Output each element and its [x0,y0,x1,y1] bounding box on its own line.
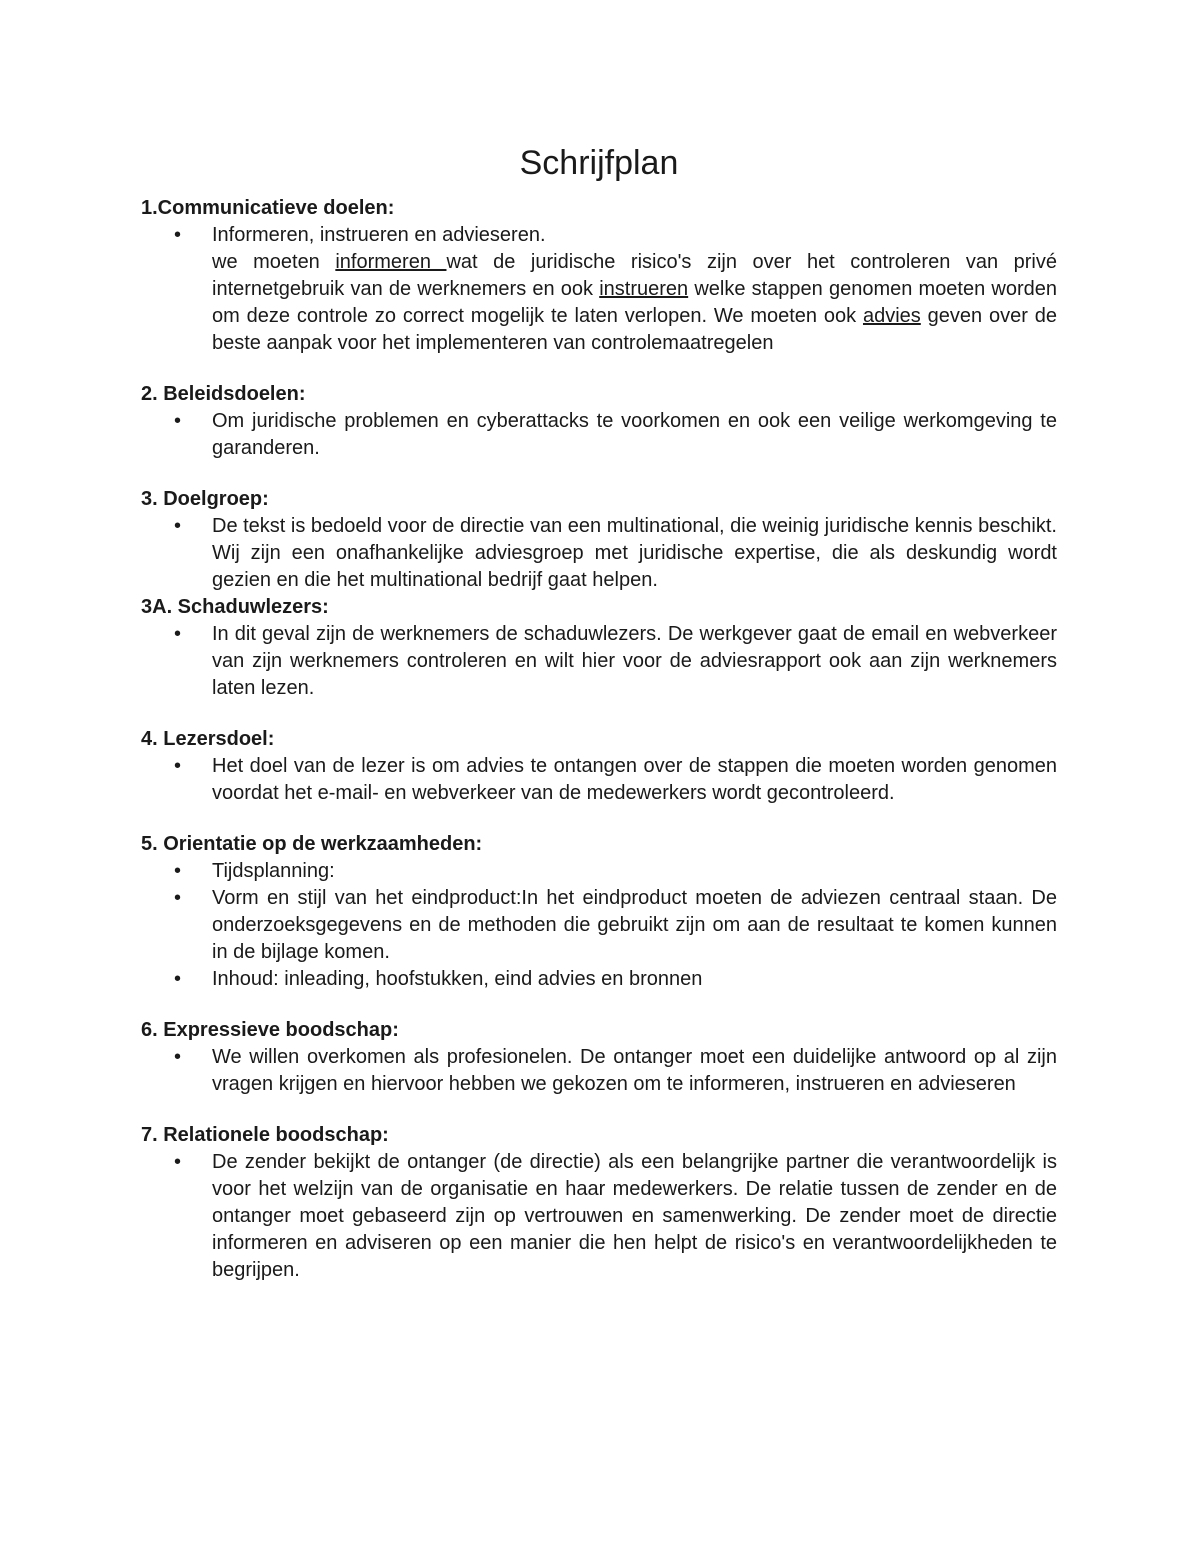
section-communicatieve-doelen [141,195,1057,357]
list-item [141,1044,1057,1098]
section-heading: 7. Relationele boodschap: [141,1124,389,1146]
list-item [141,408,1057,462]
bullet-icon: • [174,755,182,777]
list-item [141,621,1057,702]
bullet-icon: • [174,515,182,537]
list-item [141,513,1057,594]
section-schaduwlezers [141,594,1057,702]
section-heading: 4. Lezersdoel: [141,728,275,750]
section-heading: 5. Orientatie op de werkzaamheden: [141,833,483,855]
section-heading: 6. Expressieve boodschap: [141,1019,399,1041]
section-doelgroep [141,486,1057,594]
bullet-icon: • [174,410,182,432]
bullet-icon: • [174,968,182,990]
list-item-text: Vorm en stijl van het eindproduct:In het eindproduct moeten de adviezen centraal staan. De onderzoeksgegevens en de methoden die gebruikt zijn om aan de resultaat te komen kunnen in de bijlage komen. [212,887,1057,963]
list-item [141,966,1057,993]
bullet-list [141,513,1057,594]
bullet-icon: • [174,860,182,882]
paragraph-text: we moeten [212,251,336,273]
list-item-text: Informeren, instrueren en advieseren. [212,224,546,246]
list-item-text: Tijdsplanning: [212,860,335,882]
list-item-text: We willen overkomen als profesionelen. De ontanger moet een duidelijke antwoord op al zijn vragen krijgen en hiervoor hebben we gekozen om te informeren, instrueren en advieseren [212,1046,1057,1095]
list-item-text: De tekst is bedoeld voor de directie van een multinational, die weinig juridische kennis beschikt. Wij zijn een onafhankelijke adviesgroep met juridische expertise, die als deskundig wordt gezien en die het multinational bedrijf gaat helpen. [212,515,1057,591]
section-heading: 1.Communicatieve doelen: [141,197,395,219]
paragraph-text: geven over de beste aanpak voor het implementeren van controlemaatregelen [212,305,1057,354]
bullet-list [141,858,1057,993]
list-item-text: De zender bekijkt de ontanger (de directie) als een belangrijke partner die verantwoordelijk is voor het welzijn van de organisatie en haar medewerkers. De relatie tussen de zender en de ontanger moet gebaseerd zijn op vertrouwen en samenwerking. De zender moet de directie informeren en adviseren op een manier die hen helpt de risico's en verantwoordelijkheden te begrijpen. [212,1151,1057,1281]
list-item [141,753,1057,807]
section-lezersdoel [141,726,1057,807]
bullet-icon: • [174,887,182,909]
bullet-list [141,621,1057,702]
section-expressieve-boodschap [141,1017,1057,1098]
underlined-term: instrueren [599,278,689,300]
paragraph-text: welke stappen genomen moeten worden om deze controle zo correct mogelijk te laten verlopen. We moeten ook [212,278,1058,327]
list-item [141,1149,1057,1284]
section-beleidsdoelen [141,381,1057,462]
paragraph-text: wat de juridische risico's zijn over het controleren van privé internetgebruik van de werknemers en ook [212,251,1057,300]
underlined-term: advies [862,305,921,327]
bullet-icon: • [174,623,182,645]
underlined-term: informeren [335,251,447,273]
list-item [141,885,1057,966]
section-heading: 3. Doelgroep: [141,488,269,510]
list-item-text: Inhoud: inleading, hoofstukken, eind advies en bronnen [212,968,703,990]
page-title: Schrijfplan [519,144,679,182]
list-item [141,222,1057,357]
bullet-icon: • [174,224,182,246]
explanation-paragraph [212,249,1057,357]
section-heading: 2. Beleidsdoelen: [141,383,306,405]
bullet-icon: • [174,1151,182,1173]
bullet-list [141,753,1057,807]
section-orientatie [141,831,1057,993]
section-heading: 3A. Schaduwlezers: [141,596,329,618]
bullet-list [141,408,1057,462]
bullet-list [141,1044,1057,1098]
list-item-text: In dit geval zijn de werknemers de schaduwlezers. De werkgever gaat de email en webverkeer van zijn werknemers controleren en wilt hier voor de adviesrapport ook aan zijn werknemers laten lezen. [212,623,1057,699]
section-relationele-boodschap [141,1122,1057,1284]
bullet-icon: • [174,1046,182,1068]
list-item [141,858,1057,885]
bullet-list [141,222,1057,357]
bullet-list [141,1149,1057,1284]
list-item-text: Het doel van de lezer is om advies te ontangen over de stappen die moeten worden genomen voordat het e-mail- en webverkeer van de medewerkers wordt gecontroleerd. [212,755,1057,804]
list-item-text: Om juridische problemen en cyberattacks te voorkomen en ook een veilige werkomgeving te garanderen. [212,410,1057,459]
